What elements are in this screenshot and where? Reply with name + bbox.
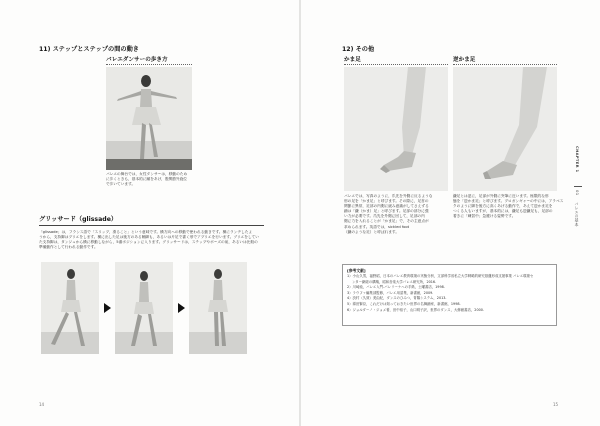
page-number-left: 14: [39, 402, 45, 407]
reference-item: 5）薄田賢臣，これだけは知っておきたい世界の名舞踊家，新書館，1998.: [347, 301, 461, 306]
body-line: クのように脚を後方に高くあげる動作で，あえて逆かま足を: [453, 204, 553, 209]
body-line: 「glissade」は，フランス語で「スリップ，滑ること」という意味です。横方向への移動で使われる動きです。横にランヂしたよ: [39, 230, 253, 234]
body-line: 側に力を入れることが「かま足」で，その主意点が: [344, 219, 429, 224]
left-page: [0, 0, 299, 426]
glissade-photo-3: [189, 262, 247, 354]
section-12-heading: 12) その他: [342, 46, 375, 53]
page-number-right: 15: [553, 402, 559, 407]
body-line: 鎌足とは逆に，足部が外側に突筆に近います。極限的な形: [453, 194, 549, 198]
subheading-underline: [106, 64, 192, 65]
reference-item: 2）川崎純，バレエ入門-バレリーナへの手紙，土曜書店，1998.: [347, 285, 445, 290]
body-line: 着きに「練習中」急避ける姿勢です。: [453, 214, 516, 219]
references-list: [347, 274, 533, 313]
chapter-tab-title: バレエの基本: [575, 202, 580, 227]
caption-line: バレエの舞台では，女性ダンサーは，移動のため: [106, 172, 188, 176]
winged-foot-photo: [453, 67, 557, 191]
reference-item: 1）小山久男，福野昭，日本のバレエ教育環境の実態分析，文部科学省私立大学戦略的研究基盤形成支援事業 バレエ環境セ: [347, 274, 534, 278]
references-box: [342, 264, 557, 326]
body-line: （鎌のような足）と呼ばれます。: [344, 229, 400, 234]
body-line: 態を「逆かま足」と呼びます。プロガンギャーの中には，アラベス: [453, 199, 564, 204]
body-line: 準備動作として行われる動作です。: [39, 245, 98, 250]
walking-caption: [106, 172, 198, 187]
chapter-tab-number: 01: [575, 190, 580, 196]
caption-line: に歩くときも，基本的に踵をあげ，股関節外旋位: [106, 177, 187, 182]
body-line: い力が必要です。爪先を外側に回して，足部の内: [344, 214, 425, 219]
body-line: 踊は「鎌（かま）足」と呼びます。足部の部分に強: [344, 209, 429, 214]
caption-line: で歩いています。: [106, 182, 136, 187]
glissade-heading-rule: [39, 225, 264, 226]
body-line: つくる人もいますが，基本的には，鎌足も逆鎌足も，足部の: [453, 209, 553, 214]
sickled-foot-photo: [344, 67, 448, 191]
kama-text: [344, 194, 450, 235]
saka-label: 逆かま足: [453, 57, 476, 63]
reference-item: 6）ジョルダーノ・ジョメ著，田中裕子，山口明子訳，世界のダンス，大修館書店，2000.: [347, 307, 485, 312]
ballerina-walking-photo: [106, 67, 192, 170]
arrow-right-icon: [178, 303, 185, 313]
reference-item: ンター網総の構築，昭和音楽大学バレエ研究所，2016.: [352, 279, 437, 284]
chapter-tab-divider: [574, 186, 582, 187]
kama-label: かま足: [344, 57, 361, 63]
glissade-heading: グリッサード（glissade）: [39, 216, 118, 223]
walking-subheading: バレエダンサーの歩き方: [106, 57, 168, 63]
body-line: 関節に異常，足部の内側に緩み意識がしてさえずる: [344, 204, 429, 209]
arrow-right-icon: [104, 303, 111, 313]
body-line: 形の足を「かま足」と呼びます。その際に，足首の: [344, 199, 429, 204]
glissade-photo-1: [41, 262, 99, 354]
glissade-body: [39, 230, 274, 250]
body-line: バレエでは，写真のように，爪先を外側に反るような: [344, 194, 433, 198]
body-line: た支持脚は，タンジュから横に移動しながら，5番ポジションに入ります。グリッサードは，ステップやポーズの前，あるいは比較の: [39, 240, 258, 245]
saka-text: [453, 194, 564, 219]
reference-item: 4）渋村（久賀）美由紀，ダンスのひみつ，青陽システム，2013.: [347, 296, 447, 301]
glissade-photo-2: [115, 262, 173, 354]
references-title: [参考文献]: [347, 268, 366, 273]
reference-item: 3）ラウファ編集部監修，バレエ用語集，新書館，2009.: [347, 290, 434, 295]
saka-underline: [453, 64, 557, 65]
body-line: うから，支持脚はプリエをします。横に出した足は後方のある軸脚も，あるいは片足で書く形でアプリエを行います。ブリエをしてい: [39, 235, 259, 240]
body-line: 求められます。英語では，sickled foot: [344, 224, 410, 229]
kama-underline: [344, 64, 448, 65]
section-11-heading: 11) ステップとステップの間の動き: [39, 46, 139, 53]
chapter-tab-label: CHAPTER 1: [575, 146, 580, 173]
right-page: [301, 0, 600, 426]
